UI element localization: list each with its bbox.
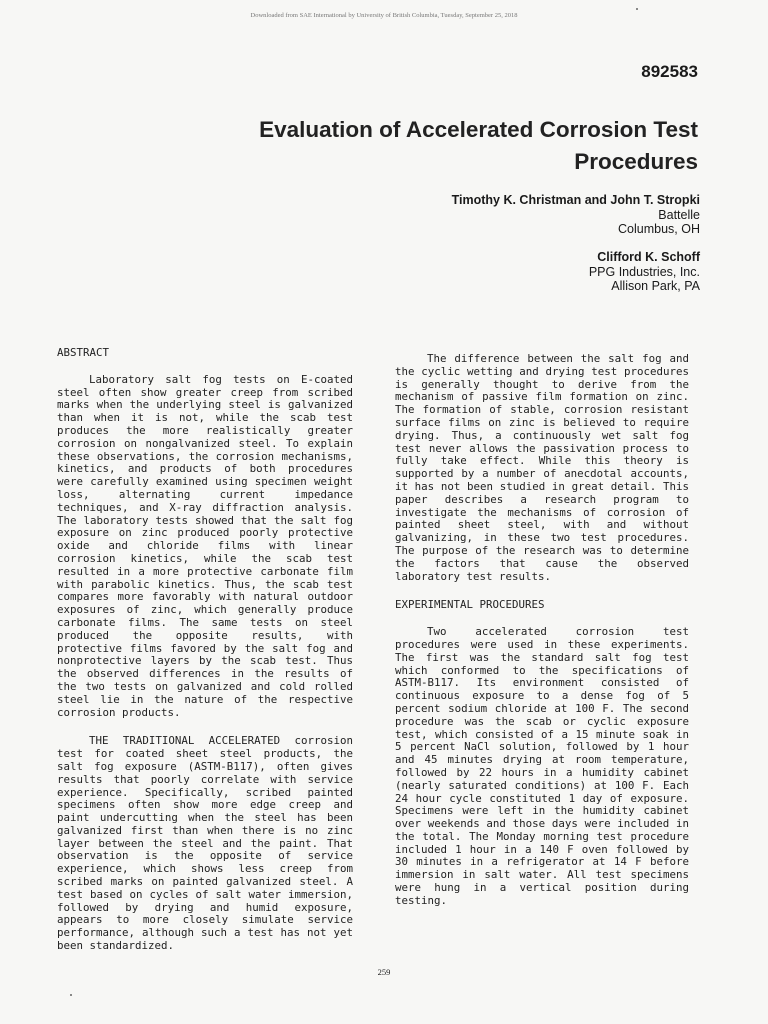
abstract-heading: ABSTRACT [57,346,110,359]
author-location: Columbus, OH [618,222,700,236]
author-location: Allison Park, PA [611,279,700,293]
experimental-procedures-paragraph: Two accelerated corrosion test procedures were used in these experiments. The first was the standard salt fog test which conformed to the specifications of ASTM-B117. Its environment consisted of continuous exposure to a dense fog of 5 percent sodium chloride at 100 F. The second procedure was the scab or cyclic exposure test, which consisted of a 15 minute soak in 5 percent NaCl solution, followed by 1 hour and 45 minutes drying at room temperature, followed by 22 hours in a humidity cabinet (nearly saturated conditions) at 100 F. Each 24 hour cycle constituted 1 day of exposure. Specimens were left in the humidity cabinet over weekends and those days were included in the total. The Monday morning test procedure included 1 hour in a 140 F oven followed by 30 minutes in a refrigerator at 14 F before immersion in salt water. All test specimens were hung in a vertical position during testing. [395,625,689,907]
author-names: Clifford K. Schoff [597,250,700,264]
experimental-procedures-heading: EXPERIMENTAL PROCEDURES [395,598,545,612]
author-block-2 [300,250,700,294]
introduction-paragraph: THE TRADITIONAL ACCELERATED corrosion test for coated sheet steel products, the salt fog exposure (ASTM-B117), often gives results that poorly correlate with service experience. Specifically, scribed painted specimens often show more edge creep and paint undercutting when the steel has been galvanized first than when there is no zinc layer between the steel and the paint. That observation is the opposite of service experience, which shows less creep from scribed marks on painted galvanized steel. A test based on cycles of salt water immersion, followed by drying and humid exposure, appears to more closely simulate service performance, although such a test has not yet been standardized. [57,734,353,953]
intro-paragraph: The difference between the salt fog and the cyclic wetting and drying test procedures is generally thought to derive from the mechanism of passive film formation on zinc. The formation of stable, corrosion resistant surface films on zinc is believed to require drying. Thus, a continuously wet salt fog test never allows the passivation process to fully take effect. While this theory is supported by a number of anecdotal accounts, it has not been studied in great detail. This paper describes a research program to investigate the mechanisms of corrosion of painted sheet steel, with and without galvanizing, in these two test procedures. The purpose of the research was to determine the factors that cause the observed laboratory test results. [395,352,689,583]
paper-title-line-2: Procedures [574,149,698,174]
right-column [395,353,689,908]
author-names: Timothy K. Christman and John T. Stropki [451,193,700,207]
scan-speck [70,994,72,996]
paper-title [138,114,698,178]
left-column [57,347,353,953]
author-block-1 [300,193,700,237]
page-number: 259 [377,967,391,977]
author-organization: Battelle [658,207,700,222]
abstract-paragraph: Laboratory salt fog tests on E-coated steel often show greater creep from scribed marks when the underlying steel is galvanized than when it is not, while the scab test produces the more realistically greater corrosion on nongalvanized steel. To explain these observations, the corrosion mechanisms, kinetics, and products of both procedures were carefully examined using specimen weight loss, alternating current impedance techniques, and X-ray diffraction analysis. The laboratory tests showed that the salt fog exposure on zinc produced poorly protective oxide and chloride films with linear corrosion kinetics, while the scab test resulted in a more protective carbonate film with parabolic kinetics. Thus, the scab test compares more favorably with natural outdoor exposures of zinc, which generally produce carbonate films. The same tests on steel produced the opposite results, with protective films favored by the salt fog and nonprotective layers by the scab test. Thus the observed differences in the results of the two tests on galvanized and cold rolled steel lie in the nature of the respective corrosion products. [57,372,353,719]
download-note: Downloaded from SAE International by University of British Columbia, Tuesday, September 25, 2018 [250,12,518,19]
paper-number: 892583 [641,62,698,81]
paper-title-line-1: Evaluation of Accelerated Corrosion Test [259,117,698,142]
scan-speck [636,8,638,10]
author-organization: PPG Industries, Inc. [588,264,700,279]
